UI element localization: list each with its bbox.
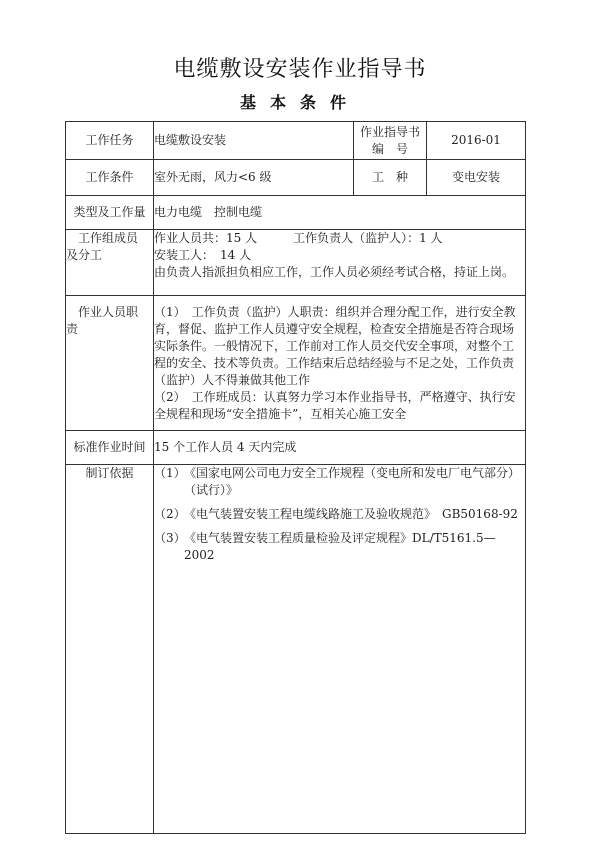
team-members-line1 [154,230,525,247]
team-members-value [154,230,526,296]
duties-para-supervisor: （1） 工作负责（监护）人职责：组织并合理分配工作，进行安全教育，督促、监护工作人员遵守安全规程，检查安全措施是否符合现场实际条件。一般情况下，工作前对工作人员交代安全事项，对整个工程的安全、技术等负责。工作结束后总结经验与不足之处，工作负责（监护）人不得兼做其他工作 [154,305,516,387]
row-staff-duties [66,296,526,431]
basis-label: 制订依据 [66,465,154,834]
basis-ref-1-text: 《国家电网公司电力安全工作规程（变电所和发电厂电气部分）（试行）》 [184,466,521,497]
staff-duties-label-line2: 责 [66,322,79,336]
doc-no-value: 2016-01 [427,122,526,160]
basis-ref-3 [154,530,525,564]
doc-no-label-line1: 作业指导书 [359,124,420,139]
basis-ref-2 [154,506,525,523]
row-type-workload [66,196,526,230]
type-workload-value: 电力电缆 控制电缆 [154,196,526,230]
basis-ref-3-text: 《电气装置安装工程质量检验及评定规程》DL/T5161.5—2002 [184,531,496,562]
basis-value [154,465,526,834]
type-workload-label: 类型及工作量 [66,196,154,230]
row-work-task [66,122,526,160]
team-members-line3: 由负责人指派担负相应工作，工作人员必须经考试合格，持证上岗。 [154,265,515,279]
basis-ref-1-num: （1） [154,466,186,480]
document-title: 电缆敷设安装作业指导书 [173,57,427,82]
staff-duties-value [154,296,526,431]
team-members-label [66,230,154,296]
trade-label: 工 种 [354,160,427,196]
row-basis [66,465,526,834]
staff-duties-label [66,296,154,431]
standard-time-label: 标准作业时间 [66,431,154,465]
basis-ref-2-text: 《电气装置安装工程电缆线路施工及验收规范》 GB50168-92 [184,507,518,521]
basis-ref-1 [154,465,525,499]
supervisor-count: 工作负责人（监护人）：1 人 [293,231,443,245]
doc-no-label [354,122,427,160]
work-conditions-label: 工作条件 [66,160,154,196]
document-subtitle: 基本条件 [239,93,360,112]
row-team-members [66,230,526,296]
duties-para-team: （2） 工作班成员：认真努力学习本作业指导书，严格遵守、执行安全规程和现场“安全措施卡”，互相关心施工安全 [154,390,516,421]
basic-conditions-table [65,121,526,834]
team-members-line2: 安装工人： 14 人 [154,248,252,262]
team-members-label-line2: 及分工 [66,248,103,262]
team-members-label-line1: 工作组成员 [78,231,139,245]
standard-time-value: 15 个工作人员 4 天内完成 [154,431,526,465]
work-conditions-value: 室外无雨，风力<6 级 [154,160,354,196]
total-staff: 作业人员共：15 人 [154,231,258,245]
basis-ref-3-num: （3） [154,531,186,545]
work-task-label: 工作任务 [66,122,154,160]
doc-no-label-line2: 编 号 [371,141,408,156]
work-task-value: 电缆敷设安装 [154,122,354,160]
staff-duties-label-line1: 作业人员职 [78,305,139,319]
trade-value: 变电安装 [427,160,526,196]
row-standard-time [66,431,526,465]
basis-ref-2-num: （2） [154,507,186,521]
row-work-conditions [66,160,526,196]
